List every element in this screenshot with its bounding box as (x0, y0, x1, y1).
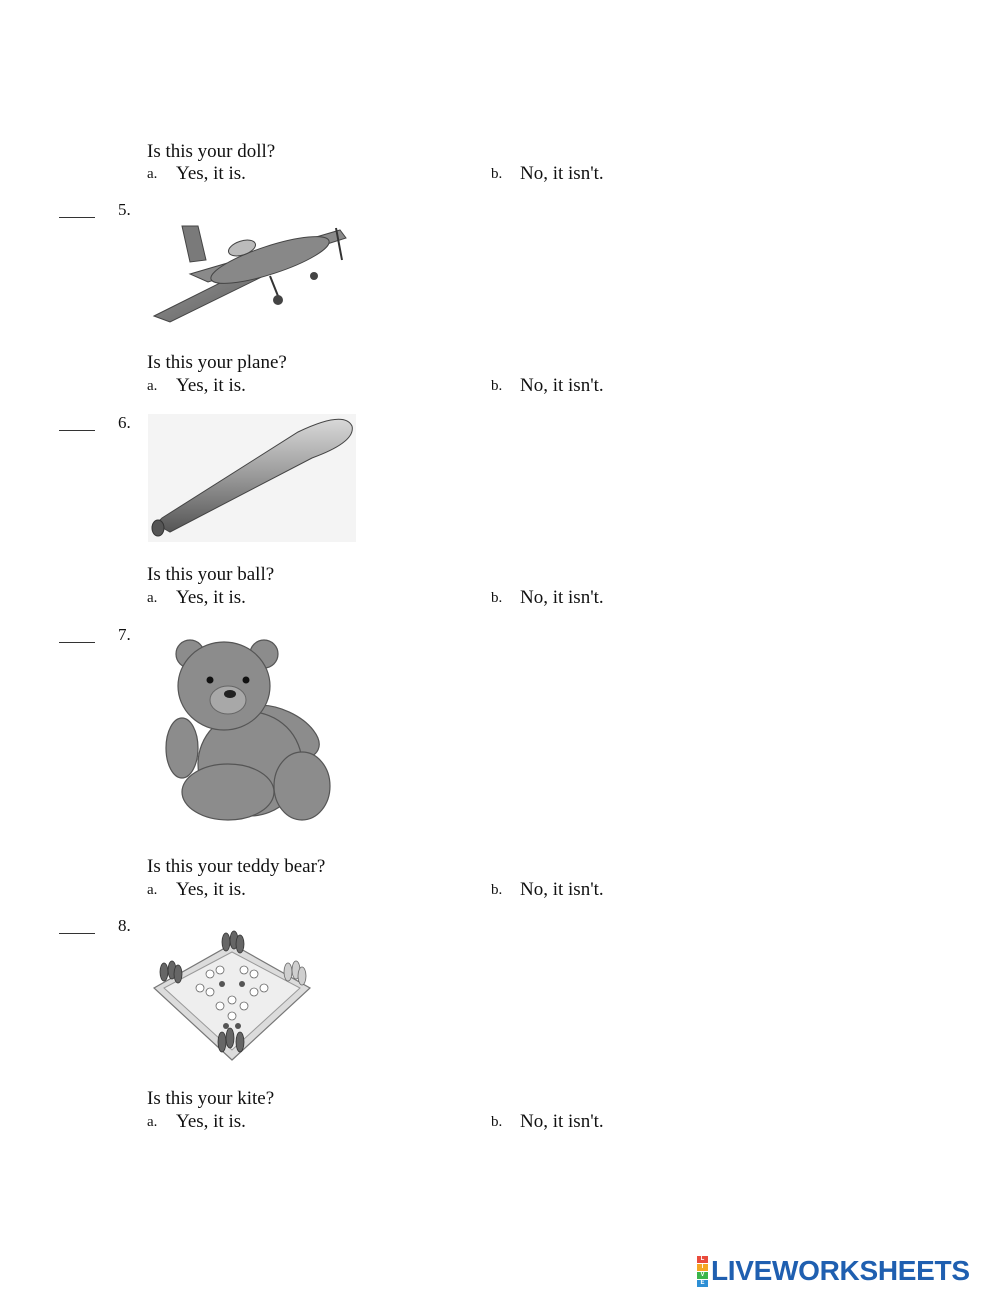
question-number: 7. (118, 625, 131, 644)
question-prompt: Is this your ball? (147, 564, 275, 585)
question-prompt: Is this your plane? (147, 352, 287, 373)
logo-block: V (697, 1272, 708, 1279)
option-b-letter: b. (491, 166, 503, 182)
option-b-letter: b. (491, 378, 503, 394)
option-b-answer[interactable]: No, it isn't. (520, 163, 604, 184)
logo-block: I (697, 1264, 708, 1271)
option-b-letter: b. (491, 882, 503, 898)
board-game-image (150, 930, 314, 1064)
question-number: 6. (118, 413, 131, 432)
option-a-answer[interactable]: Yes, it is. (176, 1111, 246, 1132)
option-b-letter: b. (491, 1114, 503, 1130)
logo-block: L (697, 1256, 708, 1263)
option-a-answer[interactable]: Yes, it is. (176, 879, 246, 900)
option-a-answer[interactable]: Yes, it is. (176, 375, 246, 396)
option-b-answer[interactable]: No, it isn't. (520, 1111, 604, 1132)
baseball-bat-image (148, 414, 356, 542)
option-a-answer[interactable]: Yes, it is. (176, 587, 246, 608)
answer-blank[interactable] (59, 642, 95, 643)
question-number: 8. (118, 916, 131, 935)
option-a-letter: a. (147, 378, 158, 394)
option-a-answer[interactable]: Yes, it is. (176, 163, 246, 184)
plane-image (150, 220, 350, 326)
option-b-answer[interactable]: No, it isn't. (520, 879, 604, 900)
logo-blocks-icon (697, 1256, 708, 1287)
question-prompt: Is this your teddy bear? (147, 856, 326, 877)
logo-block: E (697, 1280, 708, 1287)
question-number: 5. (118, 200, 131, 219)
question-prompt: Is this your kite? (147, 1088, 275, 1109)
option-a-letter: a. (147, 590, 158, 606)
answer-blank[interactable] (59, 933, 95, 934)
answer-blank[interactable] (59, 217, 95, 218)
option-a-letter: a. (147, 882, 158, 898)
liveworksheets-logo (697, 1255, 970, 1287)
option-b-answer[interactable]: No, it isn't. (520, 375, 604, 396)
option-a-letter: a. (147, 166, 158, 182)
brand-wordmark: LIVEWORKSHEETS (711, 1255, 970, 1286)
option-a-letter: a. (147, 1114, 158, 1130)
option-b-answer[interactable]: No, it isn't. (520, 587, 604, 608)
teddy-bear-image (162, 636, 334, 826)
question-prompt: Is this your doll? (147, 141, 276, 162)
answer-blank[interactable] (59, 430, 95, 431)
option-b-letter: b. (491, 590, 503, 606)
